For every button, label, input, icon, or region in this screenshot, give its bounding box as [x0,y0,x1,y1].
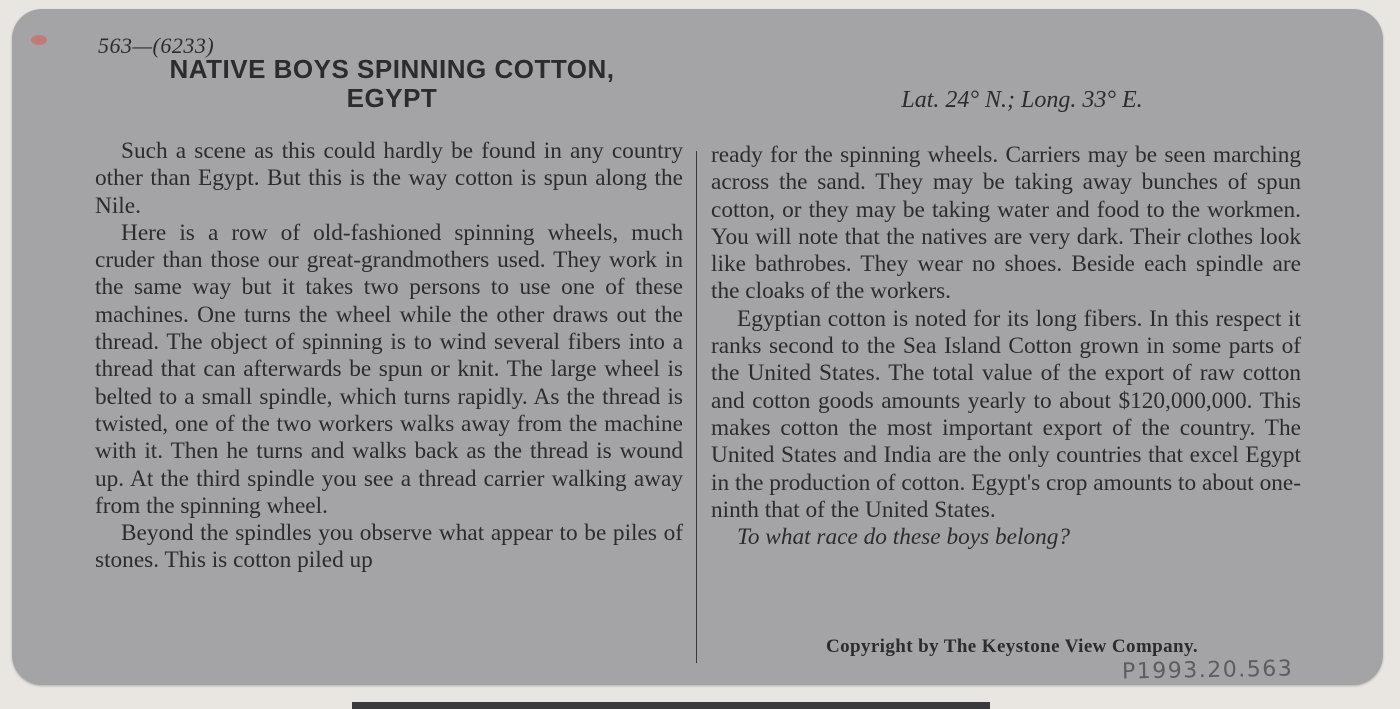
stereoview-card-back [12,9,1383,685]
paragraph: Beyond the spindles you observe what appear to be piles of stones. This is cotton piled up [95,520,683,574]
ink-stain-mark [31,35,47,45]
accession-number: P1993.20.563 [1121,656,1294,685]
copyright-notice: Copyright by The Keystone View Company. [825,636,1199,657]
paragraph: Egyptian cotton is noted for its long fibers. In this respect it ranks second to the Sea Island Cotton grown in some parts of the United States. The total value of the export of raw cotton and cotton goods amounts yearly to about $120,000,000. This makes cotton the most important export of the country. The United States and India are the only countries that excel Egypt in the production of cotton. Egypt's crop amounts to about one-ninth that of the United States. [711,305,1301,523]
title-line-2: EGYPT [346,83,438,113]
catalog-number: 563—(6233) [98,33,215,58]
paragraph: ready for the spinning wheels. Carriers may be seen marching across the sand. They may be taking away bunches of spun cotton, or they may be taking water and food to the workmen. You will note that the natives are very dark. Their clothes look like bathrobes. They wear no shoes. Beside each spindle are the cloaks of the workers. [711,142,1301,305]
column-divider [696,151,697,663]
paragraph: Such a scene as this could hardly be found in any country other than Egypt. But this is the way cotton is spun along the Nile. [95,138,683,219]
study-question: To what race do these boys belong? [737,524,1071,551]
title [112,55,672,113]
right-text-column [711,142,1301,551]
title-line-1: NATIVE BOYS SPINNING COTTON, [169,54,615,84]
left-text-column [95,138,683,575]
coordinates: Lat. 24° N.; Long. 33° E. [901,87,1143,113]
paragraph: Here is a row of old-fashioned spinning wheels, much cruder than those our great-grandmothers used. They work in the same way but it takes two persons to use one of these machines. One turns the wheel while the other draws out the thread. The object of spinning is to wind several fibers into a thread that can afterwards be spun or knit. The large wheel is belted to a small spindle, which turns rapidly. As the thread is twisted, one of the two workers walks away from the machine with it. Then he turns and walks back as the thread is wound up. At the third spindle you see a thread carrier walking away from the spinning wheel. [95,219,683,519]
bottom-edge-strip [352,702,990,709]
